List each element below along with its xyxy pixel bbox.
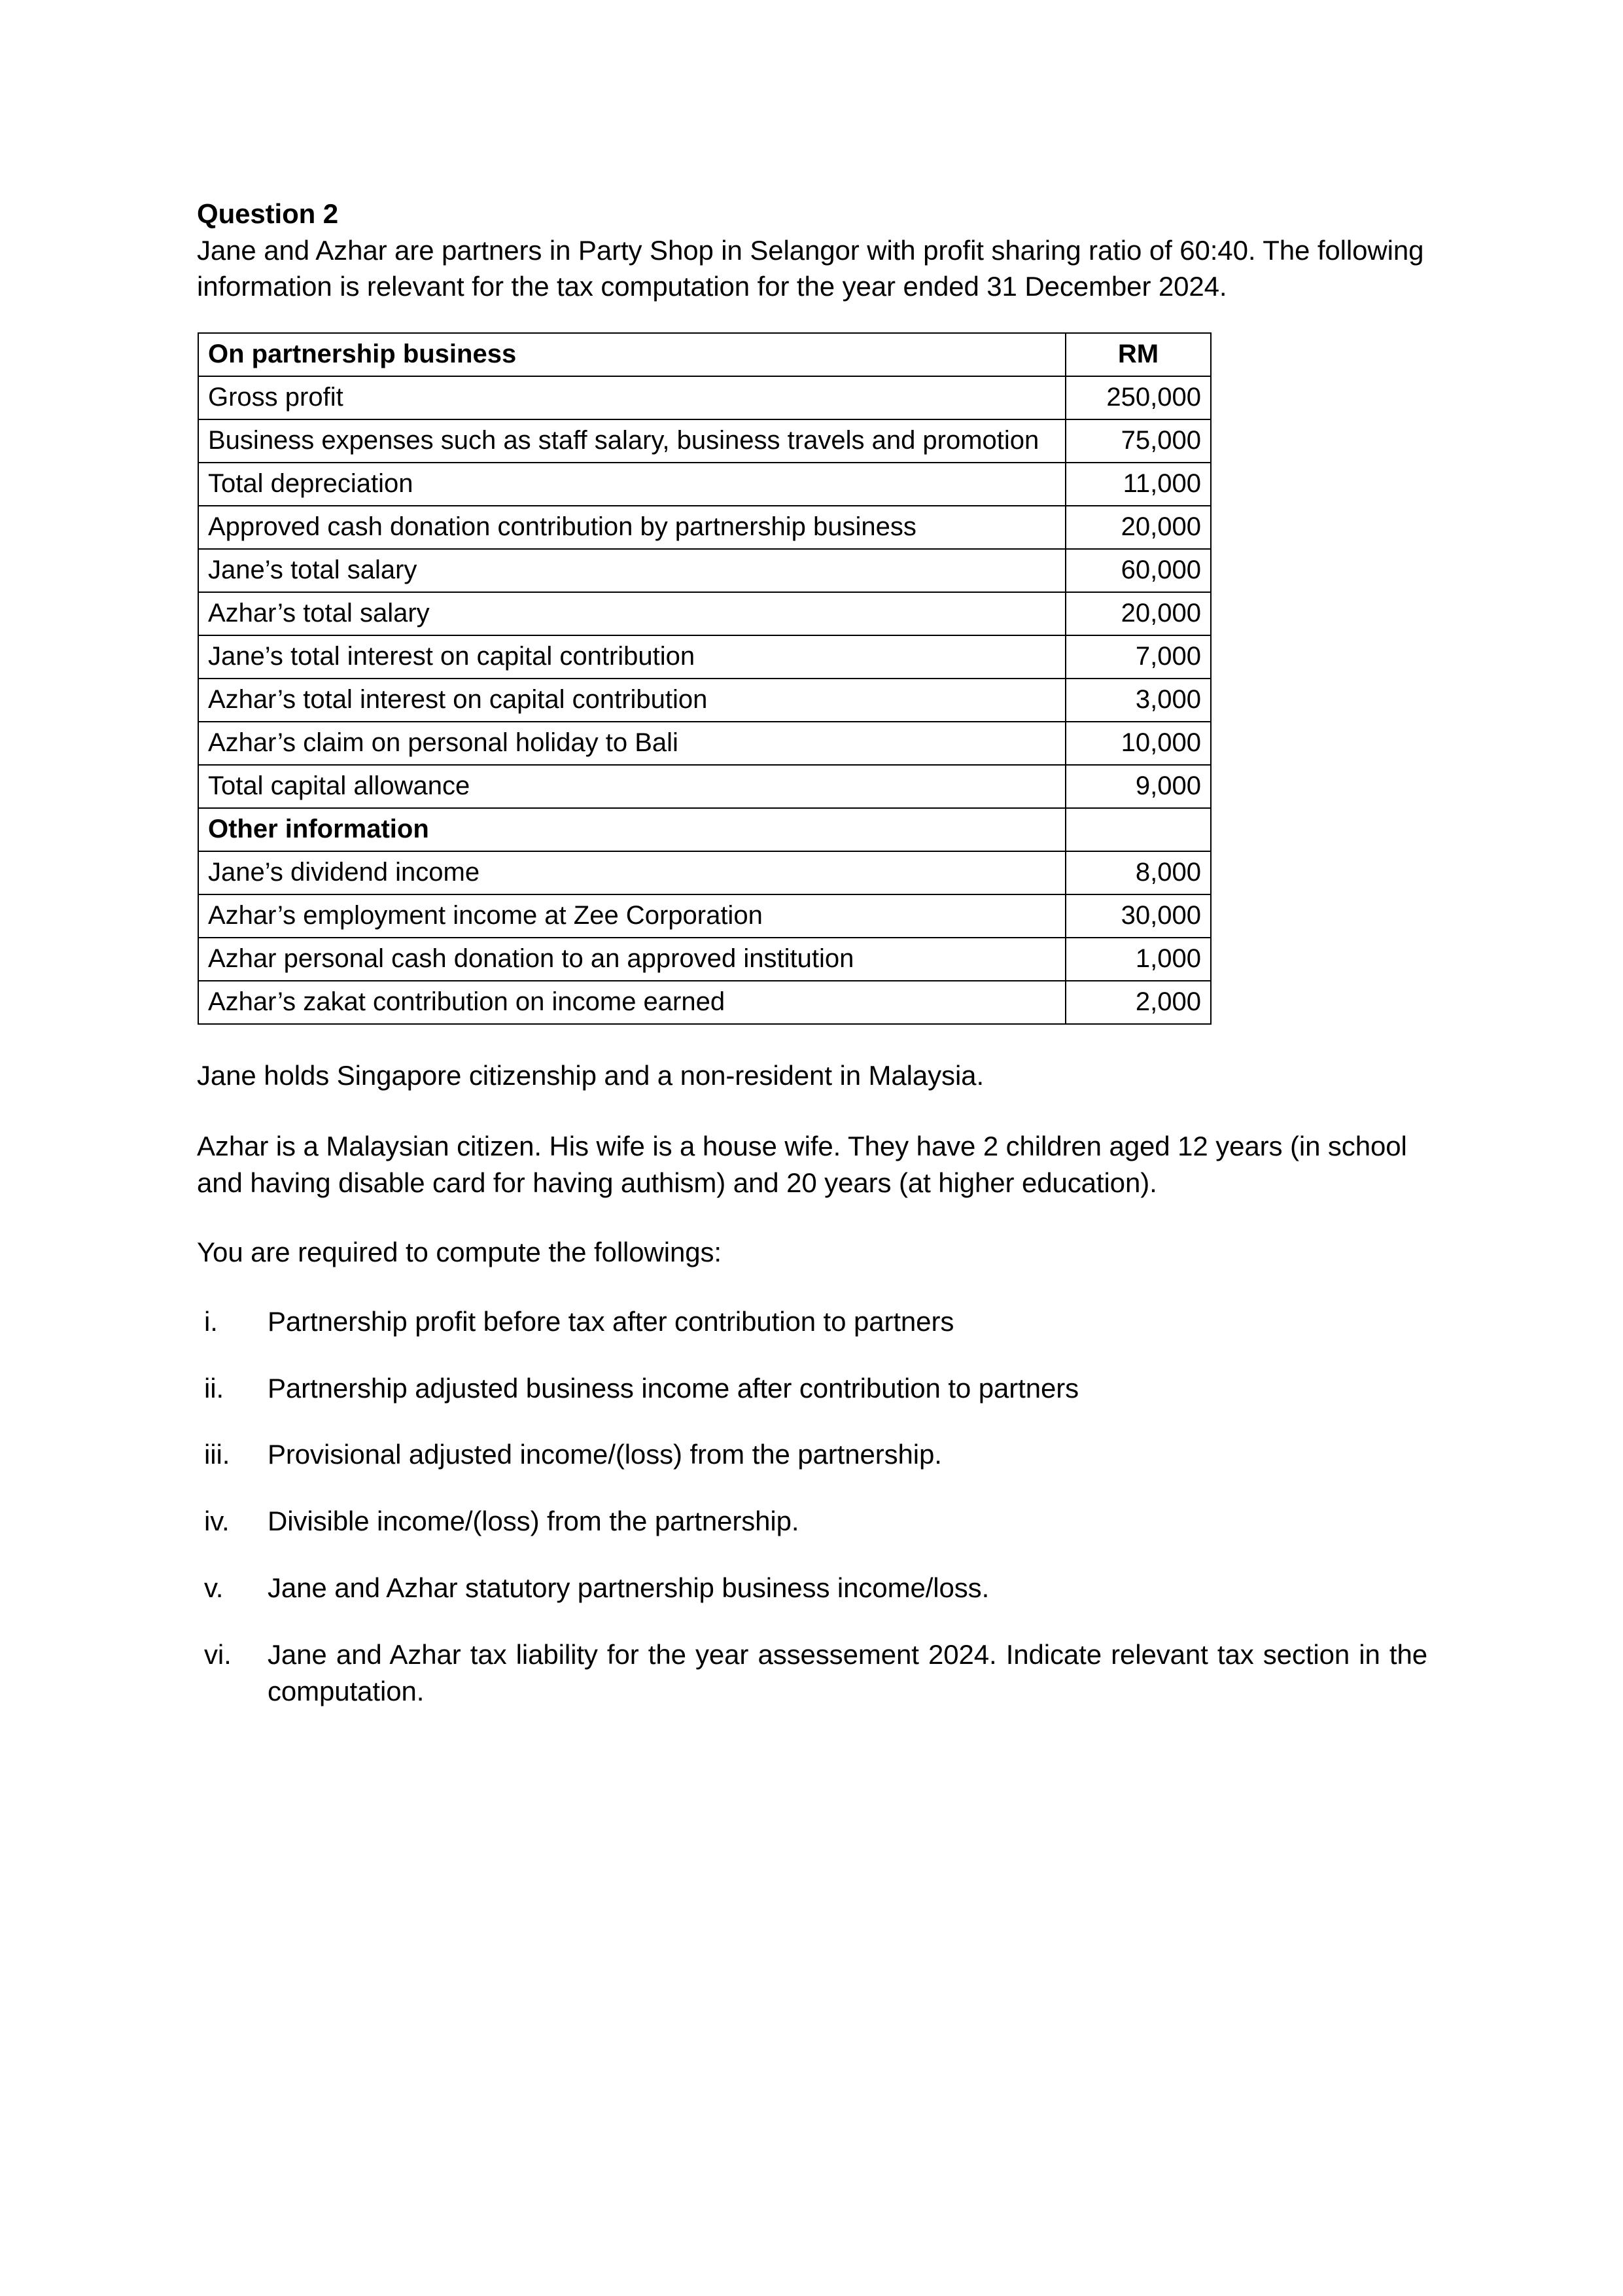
table-row [198, 376, 1211, 419]
partnership-info-table [198, 332, 1212, 1025]
list-item [197, 1570, 1427, 1606]
list-item-marker: iii. [204, 1439, 230, 1470]
table-row [198, 981, 1211, 1024]
list-item-label: Divisible income/(loss) from the partnership. [268, 1506, 799, 1537]
table-row [198, 635, 1211, 679]
paragraph-azhar-family: Azhar is a Malaysian citizen. His wife is a house wife. They have 2 children aged 12 years (in school and having disable card for having authism) and 20 years (at higher education). [197, 1131, 1407, 1199]
table-cell-label: Jane’s dividend income [198, 851, 1066, 894]
table-cell-amount: 11,000 [1066, 463, 1211, 506]
table-cell-label: Jane’s total salary [198, 549, 1066, 592]
table-cell-amount: 75,000 [1066, 419, 1211, 463]
list-item-label: Jane and Azhar tax liability for the year assessement 2024. Indicate relevant tax section in the computation. [268, 1639, 1427, 1706]
table-row [198, 419, 1211, 463]
table-cell-label: Azhar’s total salary [198, 592, 1066, 635]
paragraph-jane-residency: Jane holds Singapore citizenship and a non-resident in Malaysia. [197, 1060, 985, 1091]
table-cell-amount: 10,000 [1066, 722, 1211, 765]
table-body [198, 333, 1211, 1024]
table-cell-label: Azhar’s total interest on capital contribution [198, 679, 1066, 722]
table-cell-amount: 3,000 [1066, 679, 1211, 722]
page-title: Question 2 [197, 198, 339, 229]
table-cell-amount: 60,000 [1066, 549, 1211, 592]
table-cell-label: Azhar’s zakat contribution on income earned [198, 981, 1066, 1024]
table-cell-label: Other information [198, 808, 1066, 851]
list-item-marker: vi. [204, 1639, 232, 1670]
list-item [197, 1370, 1427, 1407]
table-cell-amount: 9,000 [1066, 765, 1211, 808]
table-cell-label: Business expenses such as staff salary, business travels and promotion [198, 419, 1066, 463]
list-item [197, 1303, 1427, 1340]
list-item-label: Provisional adjusted income/(loss) from the partnership. [268, 1439, 942, 1470]
table-row [198, 463, 1211, 506]
list-item [197, 1636, 1427, 1710]
table-row [198, 549, 1211, 592]
table-row [198, 938, 1211, 981]
list-item-marker: i. [204, 1305, 218, 1337]
table-row [198, 333, 1211, 376]
table-cell-label: On partnership business [198, 333, 1066, 376]
list-item-label: Jane and Azhar statutory partnership business income/loss. [268, 1572, 990, 1604]
table-cell-label: Azhar’s employment income at Zee Corporation [198, 894, 1066, 938]
table-cell-label: Jane’s total interest on capital contribution [198, 635, 1066, 679]
intro-paragraph: Jane and Azhar are partners in Party Shop in Selangor with profit sharing ratio of 60:40. The following information is relevant for the tax computation for the year ended 31 December 2024. [197, 234, 1424, 302]
table-cell-amount: 8,000 [1066, 851, 1211, 894]
table-row [198, 851, 1211, 894]
table-cell-amount: 30,000 [1066, 894, 1211, 938]
table-cell-amount: RM [1066, 333, 1211, 376]
table-cell-amount: 1,000 [1066, 938, 1211, 981]
table-cell-amount: 20,000 [1066, 592, 1211, 635]
table-row [198, 679, 1211, 722]
table-cell-amount: 7,000 [1066, 635, 1211, 679]
table-row [198, 765, 1211, 808]
table-cell-amount [1066, 808, 1211, 851]
table-row [198, 808, 1211, 851]
list-item [197, 1436, 1427, 1473]
list-item-label: Partnership profit before tax after contribution to partners [268, 1305, 954, 1337]
partnership-info-table-wrapper [198, 332, 1210, 1025]
paragraph-requirements-lead: You are required to compute the followings: [197, 1236, 722, 1267]
list-item-marker: ii. [204, 1372, 224, 1404]
table-cell-label: Total capital allowance [198, 765, 1066, 808]
list-item-marker: iv. [204, 1506, 230, 1537]
table-cell-label: Azhar’s claim on personal holiday to Bali [198, 722, 1066, 765]
table-row [198, 722, 1211, 765]
table-cell-label: Azhar personal cash donation to an approved institution [198, 938, 1066, 981]
table-cell-label: Total depreciation [198, 463, 1066, 506]
table-cell-amount: 250,000 [1066, 376, 1211, 419]
table-cell-amount: 20,000 [1066, 506, 1211, 549]
table-row [198, 506, 1211, 549]
list-item-marker: v. [204, 1572, 224, 1604]
table-cell-label: Approved cash donation contribution by partnership business [198, 506, 1066, 549]
table-cell-amount: 2,000 [1066, 981, 1211, 1024]
list-item [197, 1503, 1427, 1540]
table-row [198, 592, 1211, 635]
list-item-label: Partnership adjusted business income after contribution to partners [268, 1372, 1079, 1404]
table-row [198, 894, 1211, 938]
requirements-list [197, 1303, 1427, 1710]
table-cell-label: Gross profit [198, 376, 1066, 419]
